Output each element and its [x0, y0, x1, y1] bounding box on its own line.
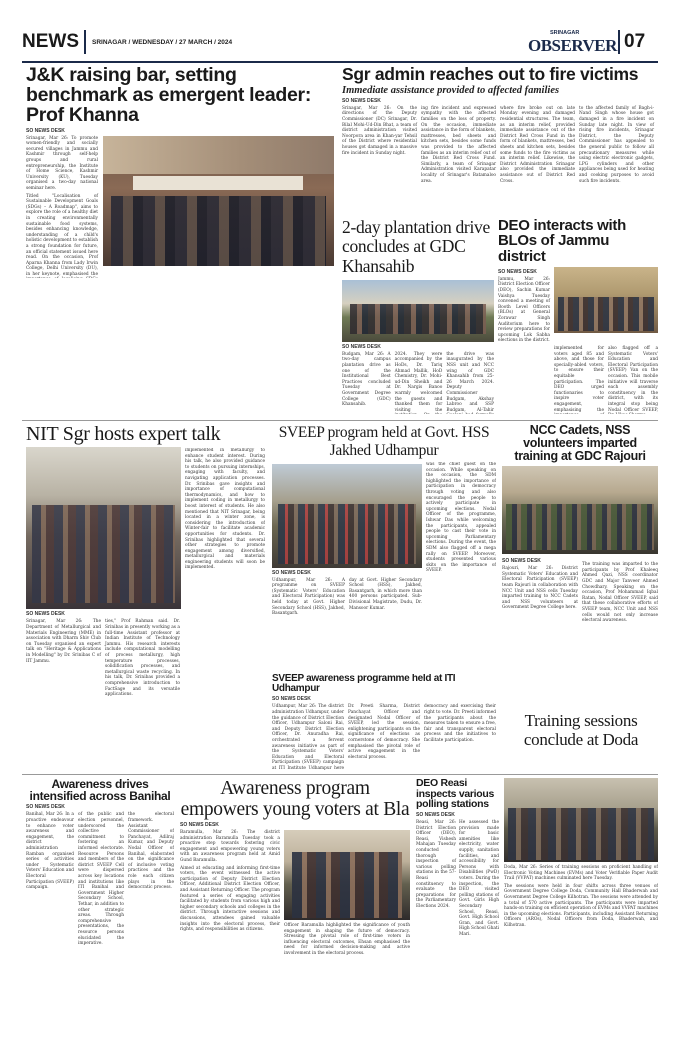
article-banihal: Awareness drives intensified across Banihal SO NEWS DESK Banihal, Mar 26: In a proactive endeavour to enhance voter awareness and engagement, the district administration Ramban organised series of activities under Systematic Voters' Education and Electoral Participation (SVEEP) campaign. of the public and election personnel, underscored the collective commitment to fostering an informed electorate. Resource Persons and members of the district SVEEP Cell were dispersed across key locations and institutions like ITI Banihal and Government Higher Secondary School, Tethar, in addition to other strategic areas. Through comprehensive presentations, the resource persons elucidated the imperative. the electoral framework. Assistant Commissioner of Panchayat, Adilraj Kumar, and Deputy Nodal Officer of Banihal, elaborated on the significance of inclusive voting practices and the role each citizen plays in the democratic process.: [26, 778, 174, 947]
headline: DEO Reasi inspects various polling stations: [416, 778, 495, 811]
article-ncc-rajouri: NCC Cadets, NSS volunteers imparted training at GDC Rajouri SO NEWS DESK Rajouri, Mar 26: District Systematic Voters' Education and Electoral Participation (SVEEP) team Rajouri in collaboration with NCC Unit and NSS cells Tuesday imparted training to NCC Cadets and NSS volunteers at Government Degree College here. The training was imparted to the participants by Prof Khaleeq Ahmed Qazi, NSS coordinator GDC and Major Tanveer Ahmed Chowdhary. Speaking on the occasion, Prof Mohammad Iqbal Ratan, Nodal Officer SVEEP, said that these collaborative efforts of SVEEP team, NCC Unit and NSS cells would not only increase electoral awareness.: [502, 424, 658, 624]
young-voters-photo: [284, 830, 410, 920]
article-lead: Reasi, Mar 26: District Election Officer (DEO), Reasi, Vishesh Mahajan Tuesday conducted thorough inspection of various polling stations in the 57-Reasi constituency to evaluate the preparations for the Parliamentary Elections 2024.: [416, 820, 456, 910]
byline: SO NEWS DESK: [26, 804, 65, 811]
header-rule: [22, 61, 658, 63]
headline: Sgr admin reaches out to fire victims: [342, 66, 639, 84]
article-lead: Budgam, Mar 26: A two-day campus plantation drive as one of the Institutional Best Practices concluded Tuesday at Government Degree College (GDC) Khansahib.: [342, 351, 391, 408]
page-number: 07: [624, 31, 646, 52]
article-lead: Doda, Mar 26: Series of training sessions on proficient handling of Electronic Voting Machines (EVMs) and Voter Verifiable Paper Audit Trail (VVPAT) machines culminated here Tuesday.: [504, 865, 658, 882]
article-training-doda-body: Doda, Mar 26: Series of training sessions on proficient handling of Electronic Voting Machines (EVMs) and Voter Verifiable Paper Audit Trail (VVPAT) machines culminated here Tuesday. The sessions were held in four shifts across three venues of Government Degree College Doda, Community Hall Bhaderwah and Government Degree College Kilhotran. The sessions were attended by a total of 570 active participants. The participants were imparted hands-on training on efficient operation of EVMs and VVPAT machines in the upcoming elections. Participants, including Assistant Returning Officers (AROs), Nodal Officers from Doda, Bhaderwah, and Kilhotran.: [504, 778, 658, 1022]
row-rule-1: [22, 420, 658, 421]
article-sveep-jakhed: SVEEP program held at Govt. HSS Jakhed Udhampur SO NEWS DESK Udhampur, Mar 26: A programme on SVEEP (Systematic Voters' Education and Electoral Participation) was held today at Govt. Higher Secondary School (HSS), Jakhed, Basantgarh. day at Govt. Higher Secondary School (HSS), Jakhed, Basantgarh, in which more than 400 persons participated. Sub-Divisional Magistrate, Dudu, Dr. Mansoor Kumar.: [272, 424, 496, 670]
headline: Awareness program empowers young voters at Bla: [180, 778, 410, 821]
plantation-photo: [342, 280, 494, 342]
byline: SO NEWS DESK: [342, 343, 381, 350]
article-sveep-iti: SVEEP awareness programme held at ITI Udhampur SO NEWS DESK Udhampur, Mar 26: The district administration Udhampur, under the guidance of District Election Officer, Udhampur Saloni Rai, and Deputy District Election Officer, Dr. Anuradha Rai, orchestrated a fervent awareness initiative as part of the Systematic Voters' Education and Electoral Participation (SVEEP) campaign at ITI Institute Udhampur here Dr. Preeti Sharma, District Panchayat Officer and designated Nodal Officer of SVEEP, led the session, enlightening participants on the significance of elections as cornerstone of democracy. She emphasised the pivotal role of active engagement in the electoral process. democracy and exercising their right to vote. Dr. Preeti informed the participants about the measures taken to ensure a free, fair and transparent electoral process and the initiatives to facilitate participation.: [272, 674, 498, 772]
article-fire-victims: Sgr admin reaches out to fire victims Immediate assistance provided to affected families SO NEWS DESK Srinagar, Mar 26: On the directions of the Deputy Commissioner (DC) Srinagar, Dr. Bilal Mohi-Ud-Din Bhat, a team of district administration visited Noorpora area in Khan-yar Tehsil of the District where residential houses got damaged in a massive fire incident in Sunday night. ing fire incident and expressed sympathy with the affected families on the loss of property. On the occasion, immediate assistance in the form of blankets, mattresses, bed sheets and kitchen sets, besides some funds was provided to the affected families as an interim relief out of the District Red Cross Fund. Similarly, a team of Srinagar Administration visited Karapatar locality of Srinagar's Batamaloo area. where fire broke out on late Monday evening and damaged residential structures. The team, as an interim relief, provided immediate assistance out of the District Red Cross Fund in the form of blankets, mattresses, bed sheets and kitchen sets, besides some funds to the fire victims as an interim relief. Likewise, the District Administration Srinagar also provided the immediate assistance out of District Red Cross. to the affected family of Bagh-i-Nand Singh whose house got damaged in a fire incident on Sunday late night. In view of rising fire incidents, Srinagar District, the Deputy Commissioner has appealed to the general public to follow all precautionary measures while using electric electronic gadgets, LPG cylinders and other appliances being used for heating and cooking purposes to avoid such fire incidents.: [342, 66, 658, 214]
headline: Awareness drives intensified across Banihal: [29, 778, 171, 804]
sveep-jakhed-photo: [272, 464, 422, 568]
article-lead: Jammu, Mar 26: District Election Officer (DEO), Sachin Kumar Vaishya Tuesday convened a meeting of Booth Level Officers (BLOs) at General Zorawar Singh Auditorium here to review preparations for upcoming Lok Sabha elections in the district.: [498, 276, 550, 344]
header-divider: [84, 30, 86, 54]
article-kvk-khanna: J&K raising bar, setting benchmark as emergent leader: Prof Khanna SO NEWS DESK Srinagar, Mar 26: To promote women-friendly and socially secured villages in Jammu and Kashmir through self-help groups and rural entrepreneurship, the Institute of Home Science, Kashmir University (KU), Tuesday organised a two-day national seminar here. Titled "Localisation of Sustainable Development Goals (SDGs) – A Roadmap", aims to explore the role of a healthy diet in creating environmentally sustainable food systems, besides enhancing knowledge, understanding of a child's holistic development to establish a strong foundation for future, an official statement issued here read. On the occasion, Prof Aparna Khanna from Lady Irwin College, Delhi University (DU), in her keynote, emphasised the: [26, 66, 334, 278]
byline: SO NEWS DESK: [26, 127, 65, 134]
expert-talk-photo: [26, 447, 181, 609]
headline: J&K raising bar, setting benchmark as emergent leader: Prof Khanna: [26, 66, 312, 126]
headline: 2-day plantation drive concludes at GDC Khansahib: [342, 218, 490, 276]
byline: SO NEWS DESK: [26, 611, 65, 618]
article-lead: Srinagar, Mar 26: To promote women-friendly and socially secured villages in Jammu and Kashmir through self-help groups and rural entrepreneurship, the Institute of Home Science, Kashmir University (KU), Tuesday organised a two-day national seminar here.: [26, 135, 98, 191]
article-sveep-jakhed-continued: was the chief guest on the occasion. While speaking on the occasion, the SDM highlighted the importance of participation in democracy through voting and also encouraged the people to actively participate in upcoming elections. Nodal Officer of the programme, Ishwar Das while welcoming the participants, appealed people to cast their vote in upcoming Parliamentary elections. During the event, the SDM also flagged off a mega rally on SVEEP. Moreover, students presented various skits on the importance of SVEEP.: [426, 462, 496, 574]
article-training-doda: [504, 712, 658, 768]
brand-top: SRINAGAR: [550, 30, 580, 36]
headline: NIT Sgr hosts expert talk: [26, 424, 221, 445]
ncc-training-photo: [502, 466, 658, 554]
row-rule-2: [22, 774, 658, 775]
article-lead: Srinagar, Mar 26: On the directions of the Deputy Commissioner (DC) Srinagar, Dr. Bilal Mohi-Ud-Din Bhat, a team of district administration visited Noorpora area in Khan-yar Tehsil of the District where residential houses got damaged in a massive fire incident in Sunday night.: [342, 105, 417, 156]
article-lead: Srinagar, Mar 26: The Department of Metallurgical and Materials Engineering (MME) in association with Dharm Shiv Club on Tuesday organised an expert talk on "Heritage & Applications in Modelling" by Dr. Srinibas C of IIT Jammu.: [26, 619, 101, 664]
article-plantation-drive: 2-day plantation drive concludes at GDC Khansahib SO NEWS DESK Budgam, Mar 26: A two-day campus plantation drive as one of the Institutional Best Practices concluded Tuesday at Government Degree College (GDC) Khansahib. 2024. They were accompanied by the HoDs, Dr. Tariq Ahmad Mallik, HoD Chemistry, Dr. Mohi-ud-Din Sheikh and Dr. Nargis Banoo warmly welcomed the guests and thanked them for visiting the the drive was inaugurated by the NSS unit and NCC wing of GDC Khansahib from 25-26 March 2024. Deputy Commissioner Budgam, Akshay Labroo and SSP Budgam, Al-Tahir: [342, 218, 494, 414]
article-nit-continued: implemented in metallurgy to enhance student interest. During his talk, he also provided guidance to students on pursuing internships, engaging with faculty, and navigating application processes. Dr. Srinibas gave insights and importance of computational thermodynamics, and how to implement coding in metallurgy to boost interest of students. He also mentioned that NIT Srinagar, being located in a winter zone, is considering the introduction of Winter-fair to facilitate academic opportunities for students. Dr. Srinibas highlighted that several other strategies to promote engagement among diversified, metallurgical and materials engineering students will soon be implemented.: [185, 448, 265, 571]
article-lead: Banihal, Mar 26: In a proactive endeavour to enhance voter awareness and engagement, the district administration Ramban organised series of activities under Systematic Voters' Education and Electoral Participation (SVEEP) campaign.: [26, 812, 74, 891]
byline: SO NEWS DESK: [272, 569, 311, 576]
byline: SO NEWS DESK: [502, 558, 541, 565]
article-lead: Udhampur, Mar 26: The district administration Udhampur, under the guidance of District Election Officer, Udhampur Saloni Rai, and Deputy District Election Officer, Dr. Anuradha Rai, orchestrated a fervent awareness initiative as part of the Systematic Voters' Education and Electoral Participation (SVEEP) campaign at ITI Institute Udhampur here: [272, 704, 344, 771]
byline: SO NEWS DESK: [416, 812, 455, 819]
article-lead: Baramulla, Mar 26: The district administration Baramulla Tuesday took a proactive step towards fostering civic engagement and empowering young voters with an awareness program held at Amid Gund Baramulla.: [180, 830, 280, 864]
kicker: Immediate assistance provided to affected families: [342, 84, 560, 96]
byline: SO NEWS DESK: [498, 268, 537, 275]
article-lead: Rajouri, Mar 26: District Systematic Voters' Education and Electoral Participation (SVEEP) team Rajouri in collaboration with NCC Unit and NSS cells Tuesday imparted training to NCC Cadets and NSS volunteers at Government Degree College here.: [502, 566, 578, 611]
blo-meeting-photo: [554, 267, 658, 333]
headline: NCC Cadets, NSS volunteers imparted training at GDC Rajouri: [514, 424, 646, 463]
dateline: SRINAGAR / WEDNESDAY / 27 MARCH / 2024: [92, 39, 233, 46]
byline: SO NEWS DESK: [272, 696, 311, 703]
article-deo-blos-jammu: DEO interacts with BLOs of Jammu district SO NEWS DESK Jammu, Mar 26: District Election Officer (DEO), Sachin Kumar Vaishya Tuesday convened a meeting of Booth Level Officers (BLOs) at General Zorawar Singh Auditorium here to review preparations for upcoming Lok Sabha elections in the district. implemented for voters aged 85 and above, and those for specially-abled voters, to ensure their equitable participation. The DEO urged functionaries to inspire voter engagement, emphasising the also flagged off a Systematic Voters' Education and Electoral Participation (SVEEP) Van on the occasion. This mobile initiative will traverse each assembly constituency in the district, with its integral stop being Nodal Officer SVEEP,: [498, 218, 658, 413]
doda-training-photo: [504, 778, 658, 862]
section-label: NEWS: [22, 31, 79, 52]
article-young-voters: Awareness program empowers young voters at Bla SO NEWS DESK Baramulla, Mar 26: The district administration Baramulla Tuesday took a proactive step towards fostering civic engagement and empowering young voters with an awareness program held at Amid Gund Baramulla. Aimed at educating and informing first-time voters, the event witnessed the active participation of Deputy District Election Officer, Additional District Election Officer, and Assistant Returning Officer. The program featured a series of engaging activities facilitated by students from various high and higher secondary schools and colleges in the district. Through interactive sessions and discussions, attendees gained valuable insights into the electoral process, their rights, and responsibilities as citizens. Officer Baramulla highlighted the significance of youth engagement in shaping the future of democracy. Stressing the pivotal role of first-time voters in influencing electoral outcomes, Ehsan emphasised the need for informed decision-making and active involvement in the electoral process.: [180, 778, 410, 957]
headline: Training sessions conclude at Doda: [523, 712, 639, 749]
article-nit-expert-talk: NIT Sgr hosts expert talk SO NEWS DESK Srinagar, Mar 26: The Department of Metallurgical and Materials Engineering (MME) in association with Dharm Shiv Club on Tuesday organised an expert talk on "Heritage & Applications in Modelling" by Dr. Srinibas C of IIT Jammu. ties," Prof Rahman said. Dr. Srinibas in presently working as a full-time Assistant professor at Indian Institute of Technology Jammu. His research interests include computational modelling of process metallurgy, high temperature processes, solidification processes, and metallurgical waste recycling. In his talk, Dr. Srinibas provided a comprehensive introduction to FactSage and its versatile applications.: [26, 424, 266, 768]
brand-divider: [618, 30, 620, 54]
article-deo-reasi: DEO Reasi inspects various polling stations SO NEWS DESK Reasi, Mar 26: District Election Officer (DEO), Reasi, Vishesh Mahajan Tuesday conducted thorough inspection of various polling stations in the 57-Reasi constituency to evaluate the preparations for the Parliamentary Elections 2024. He assessed the provision made for basic amenities like electricity, water supply, sanitation facilities, and accessibility for Persons with Disabilities (PwD) voters. During the inspection, the DEO visited polling stations of Govt. Girls High Secondary School, Reasi, Govt. High School Gran, and Govt. High School Ghati Mari.: [416, 778, 499, 937]
byline: SO NEWS DESK: [180, 822, 219, 829]
page-header: [22, 28, 658, 58]
brand-logo: OBSERVER: [528, 36, 617, 55]
article-lead: Udhampur, Mar 26: A programme on SVEEP (Systematic Voters' Education and Electoral Participation) was held today at Govt. Higher Secondary School (HSS), Jakhed, Basantgarh.: [272, 577, 345, 617]
headline: DEO interacts with BLOs of Jammu district: [498, 218, 626, 265]
headline: SVEEP awareness programme held at ITI Udhampur: [272, 674, 456, 695]
byline: SO NEWS DESK: [342, 97, 381, 104]
headline: SVEEP program held at Govt. HSS Jakhed Udhampur: [278, 424, 490, 459]
seminar-photo: [103, 136, 334, 266]
